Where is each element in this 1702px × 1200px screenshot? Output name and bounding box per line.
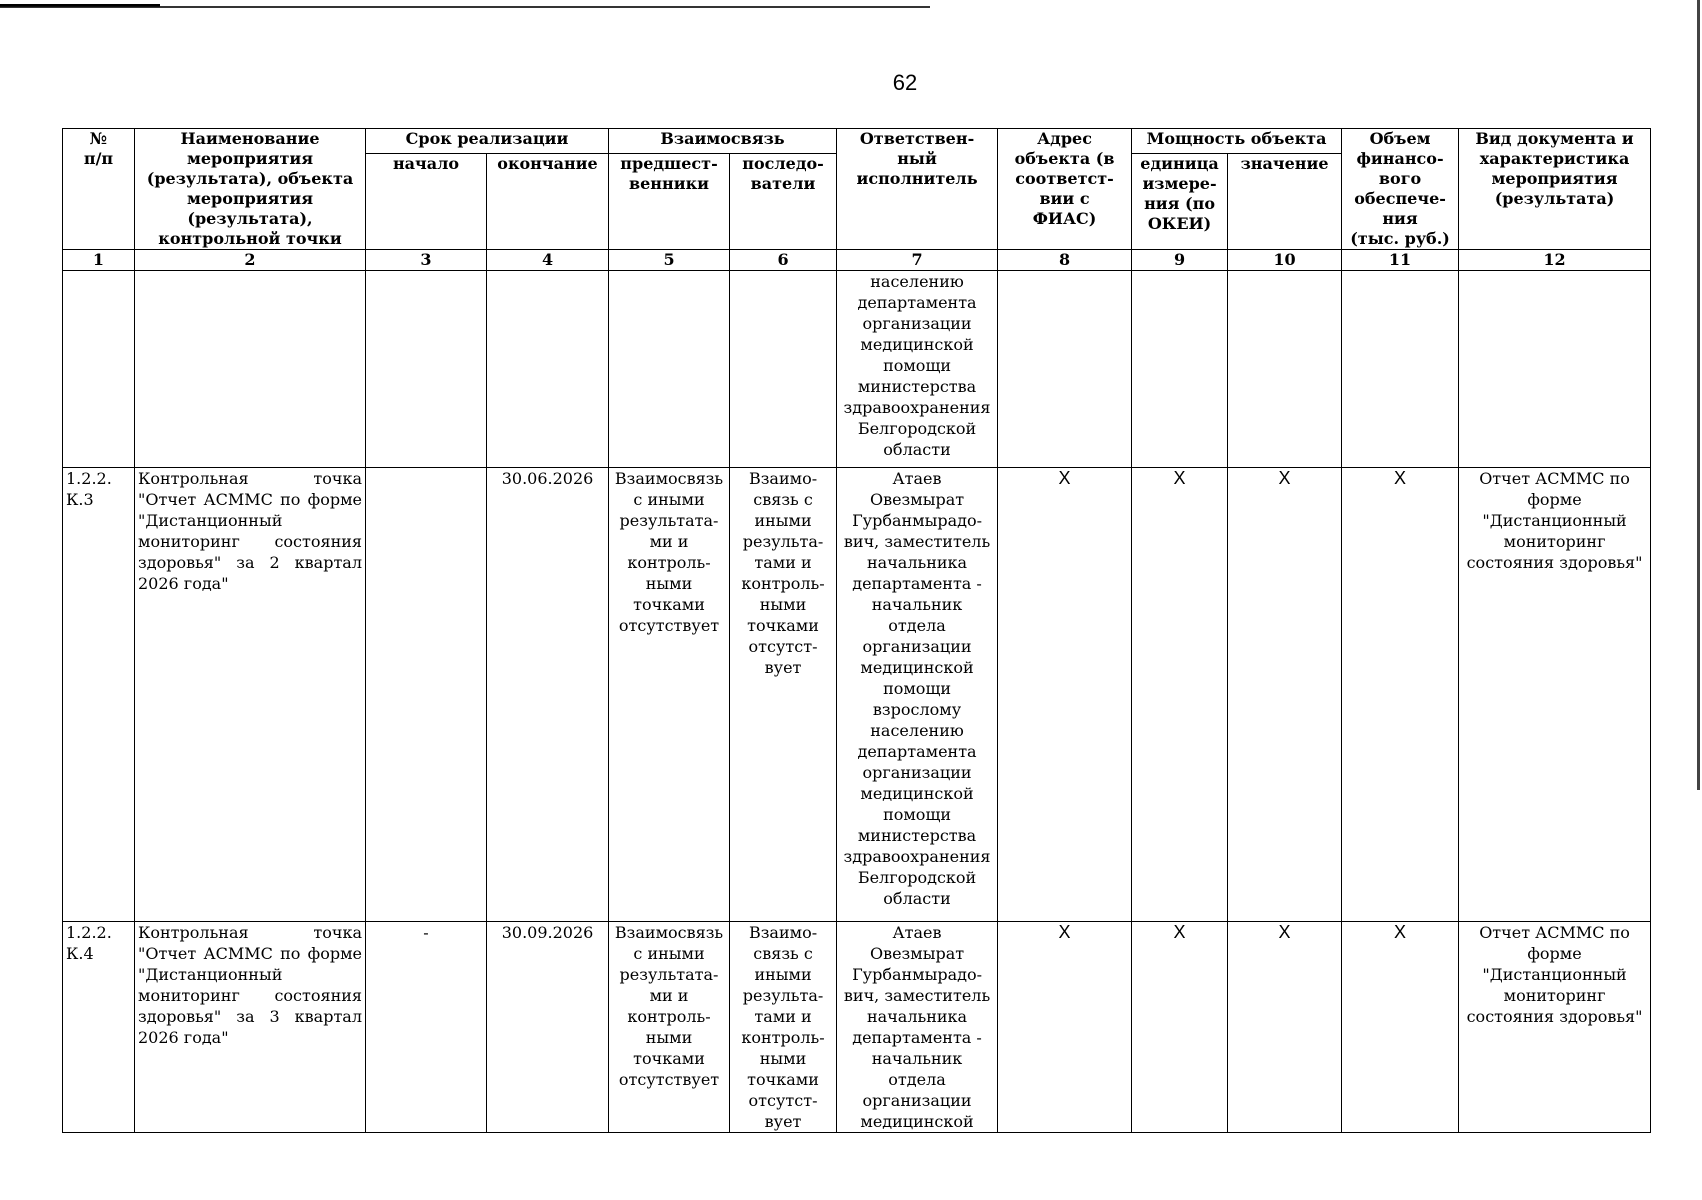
- cell-doc: Отчет АСММС по форме "Дистанционный мониторинг состояния здоровья": [1459, 922, 1651, 1133]
- cell-name: Контрольная точка "Отчет АСММС по форме "Дистанционный мониторинг состояния здоровья" за 3 квартал 2026 года": [135, 922, 366, 1133]
- header-predecessors: предшест- венники: [609, 153, 730, 249]
- cell-start: [366, 271, 487, 468]
- column-number: 8: [998, 250, 1132, 271]
- header-responsible: Ответствен- ный исполнитель: [837, 129, 998, 250]
- cell-end: 30.09.2026: [487, 922, 609, 1133]
- cell-num: [63, 271, 135, 468]
- column-number: 10: [1228, 250, 1342, 271]
- header-relation: Взаимосвязь: [609, 129, 837, 154]
- cell-responsible: Атаев Овезмырат Гурбанмырадо- вич, заместитель начальника департамента - начальник отдела организации медицинской: [837, 922, 998, 1133]
- header-successors: последо- ватели: [730, 153, 837, 249]
- cell-value: X: [1228, 468, 1342, 922]
- cell-unit: X: [1132, 468, 1228, 922]
- cell-end: 30.06.2026: [487, 468, 609, 922]
- cell-address: X: [998, 468, 1132, 922]
- cell-value: X: [1228, 922, 1342, 1133]
- cell-successors: [730, 271, 837, 468]
- cell-successors: Взаимо- связь с иными результа- тами и контроль- ными точками отсутст- вует: [730, 468, 837, 922]
- cell-successors: Взаимо- связь с иными результа- тами и контроль- ными точками отсутст- вует: [730, 922, 837, 1133]
- cell-end: [487, 271, 609, 468]
- header-doc: Вид документа и характеристика мероприятия (результата): [1459, 129, 1651, 250]
- header-row-1: [63, 129, 1651, 154]
- header-end: окончание: [487, 153, 609, 249]
- cell-predecessors: Взаимосвязь с иными результата- ми и контроль- ными точками отсутствует: [609, 922, 730, 1133]
- cell-responsible: населению департамента организации медицинской помощи министерства здравоохранения Белгородской области: [837, 271, 998, 468]
- column-number: 3: [366, 250, 487, 271]
- cell-finance: [1342, 271, 1459, 468]
- cell-value: [1228, 271, 1342, 468]
- cell-unit: [1132, 271, 1228, 468]
- table-row: [63, 922, 1651, 1133]
- cell-predecessors: Взаимосвязь с иными результата- ми и контроль- ными точками отсутствует: [609, 468, 730, 922]
- cell-unit: X: [1132, 922, 1228, 1133]
- cell-num: 1.2.2. К.4: [63, 922, 135, 1133]
- header-finance: Объем финансо- вого обеспече- ния (тыс. руб.): [1342, 129, 1459, 250]
- column-number: 4: [487, 250, 609, 271]
- cell-doc: [1459, 271, 1651, 468]
- cell-address: [998, 271, 1132, 468]
- header-term: Срок реализации: [366, 129, 609, 154]
- cell-responsible: Атаев Овезмырат Гурбанмырадо- вич, заместитель начальника департамента - начальник отдела организации медицинской помощи взрослому населению департамента организации медицинской помощи министерства здравоохранения Белгородской области: [837, 468, 998, 922]
- column-number: 5: [609, 250, 730, 271]
- table-row: [63, 468, 1651, 922]
- scan-artifact-top: [0, 6, 930, 8]
- cell-finance: X: [1342, 468, 1459, 922]
- cell-name: Контрольная точка "Отчет АСММС по форме "Дистанционный мониторинг состояния здоровья" за 2 квартал 2026 года": [135, 468, 366, 922]
- column-number: 7: [837, 250, 998, 271]
- cell-predecessors: [609, 271, 730, 468]
- cell-start: [366, 468, 487, 922]
- header-unit: единица измере- ния (по ОКЕИ): [1132, 153, 1228, 249]
- cell-num: 1.2.2. К.3: [63, 468, 135, 922]
- cell-finance: X: [1342, 922, 1459, 1133]
- header-num: № п/п: [63, 129, 135, 250]
- header-address: Адрес объекта (в соответст- вии с ФИАС): [998, 129, 1132, 250]
- table-row: [63, 271, 1651, 468]
- column-number: 2: [135, 250, 366, 271]
- cell-address: X: [998, 922, 1132, 1133]
- header-capacity: Мощность объекта: [1132, 129, 1342, 154]
- header-start: начало: [366, 153, 487, 249]
- plan-table: [62, 128, 1651, 1133]
- page-number: 62: [892, 70, 918, 95]
- column-number: 6: [730, 250, 837, 271]
- header-value: значение: [1228, 153, 1342, 249]
- column-number-row: [63, 250, 1651, 271]
- header-name: Наименование мероприятия (результата), объекта мероприятия (результата), контрольной точки: [135, 129, 366, 250]
- scan-artifact-right: [1697, 0, 1700, 790]
- cell-start: -: [366, 922, 487, 1133]
- cell-doc: Отчет АСММС по форме "Дистанционный мониторинг состояния здоровья": [1459, 468, 1651, 922]
- column-number: 11: [1342, 250, 1459, 271]
- column-number: 12: [1459, 250, 1651, 271]
- column-number: 1: [63, 250, 135, 271]
- column-number: 9: [1132, 250, 1228, 271]
- cell-name: [135, 271, 366, 468]
